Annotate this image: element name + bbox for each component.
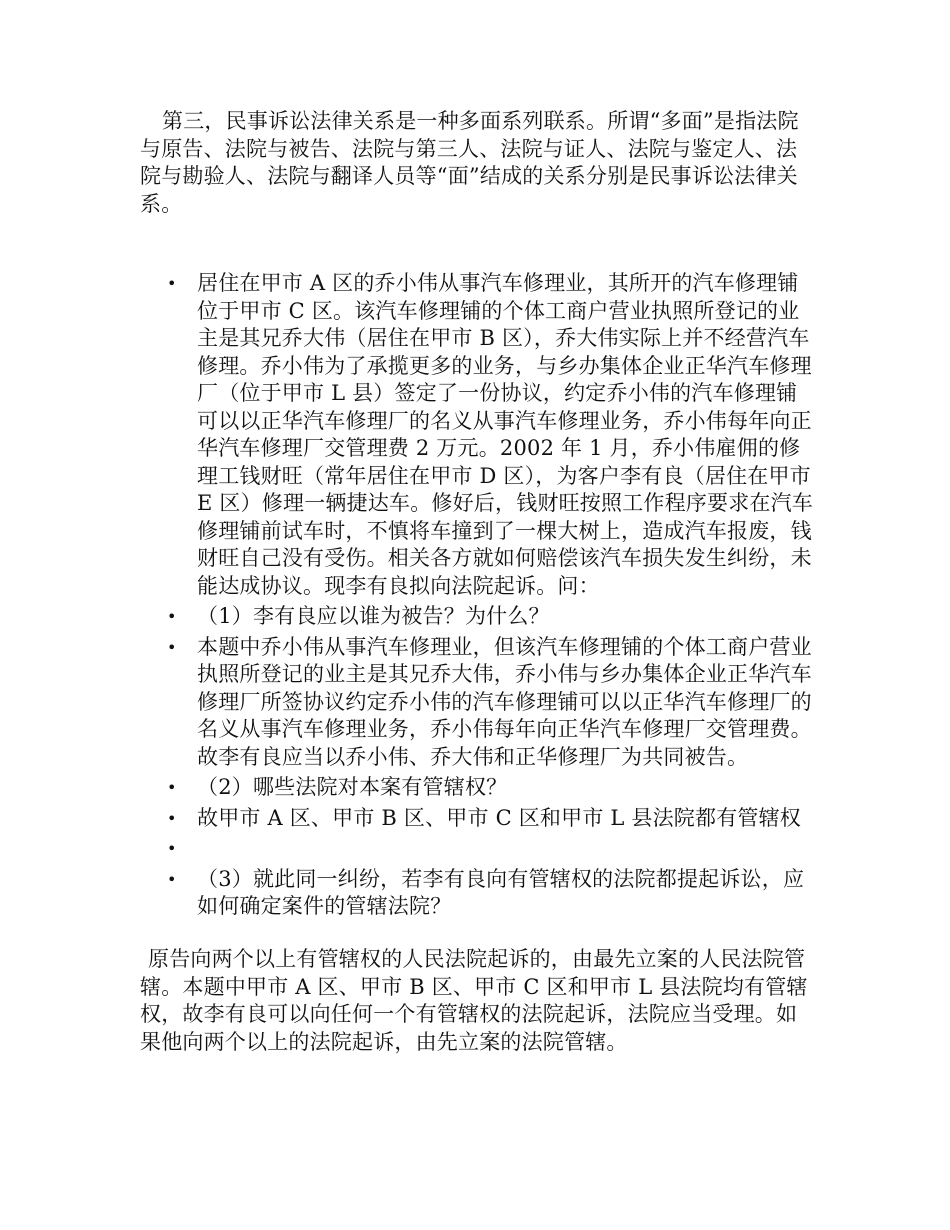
list-item bbox=[166, 835, 816, 863]
bullet-icon: • bbox=[167, 637, 177, 657]
list-item-text: （2）哪些法院对本案有管辖权？ bbox=[197, 775, 508, 799]
list-item-text: 居住在甲市 A 区的乔小伟从事汽车修理业，其所开的汽车修理铺位于甲市 C 区。该汽车修理铺的个体工商户营业执照所登记的业主是其兄乔大伟（居住在甲市 B 区），乔大伟实际上并不经营汽车修理。乔小伟为了承揽更多的业务，与乡办集体企业正华汽车修理厂（位于甲市 L 县）签定了一份协议，约定乔小伟的汽车修理铺可以以正华汽车修理厂的名义从事汽车修理业务，乔小伟每年向正华汽车修理厂交管理费 2 万元。2002 年 1 月，乔小伟雇佣的修理工钱财旺（常年居住在甲市 D 区），为客户李有良（居住在甲市 E 区）修理一辆捷达车。修好后，钱财旺按照工作程序要求在汽车修理铺前试车时，不慎将车撞到了一棵大树上，造成汽车报废，钱财旺自己没有受伤。相关各方就如何赔偿该汽车损失发生纠纷，未能达成协议。现李有良拟向法院起诉。问： bbox=[197, 271, 814, 598]
list-item-text: （3）就此同一纠纷，若李有良向有管辖权的法院都提起诉讼，应如何确定案件的管辖法院？ bbox=[197, 866, 805, 918]
bullet-icon: • bbox=[167, 778, 177, 797]
bullet-icon: • bbox=[167, 808, 177, 828]
list-item-text: 本题中乔小伟从事汽车修理业，但该汽车修理铺的个体工商户营业执照所登记的业主是其兄乔大伟，乔小伟与乡办集体企业正华汽车修理厂所签协议约定乔小伟的汽车修理铺可以以正华汽车修理厂的名义从事汽车修理业务，乔小伟每年向正华汽车修理厂交管理费。故李有良应当以乔小伟、乔大伟和正华修理厂为共同被告。 bbox=[197, 634, 812, 769]
list-item-text: 故甲市 A 区、甲市 B 区、甲市 C 区和甲市 L 县法院都有管辖权 bbox=[197, 805, 802, 830]
closing-paragraph: 原告向两个以上有管辖权的人民法院起诉的，由最先立案的人民法院管辖。本题中甲市 A 区、甲市 B 区、甲市 C 区和甲市 L 县法院均有管辖权，故李有良可以向任何一个有管辖权的法院起诉，法院应当受理。如果他向两个以上的法院起诉，由先立案的法院管辖。 bbox=[140, 947, 808, 1054]
list-item-text: （1）李有良应以谁为被告？为什么？ bbox=[197, 604, 550, 628]
bullet-list bbox=[166, 270, 816, 924]
bullet-icon: • bbox=[167, 839, 177, 858]
bullet-icon: • bbox=[167, 274, 177, 293]
list-item bbox=[166, 866, 816, 921]
list-item bbox=[166, 805, 816, 833]
bullet-icon: • bbox=[167, 869, 177, 889]
bullet-icon: • bbox=[167, 607, 177, 626]
list-item bbox=[166, 774, 816, 802]
list-item bbox=[166, 634, 816, 772]
list-item bbox=[166, 603, 816, 631]
intro-paragraph: 第三，民事诉讼法律关系是一种多面系列联系。所谓“多面”是指法院与原告、法院与被告、法院与第三人、法院与证人、法院与鉴定人、法院与勘验人、法院与翻译人员等“面”结成的关系分别是民事诉讼法律关系。 bbox=[140, 109, 799, 216]
list-item bbox=[166, 270, 816, 600]
